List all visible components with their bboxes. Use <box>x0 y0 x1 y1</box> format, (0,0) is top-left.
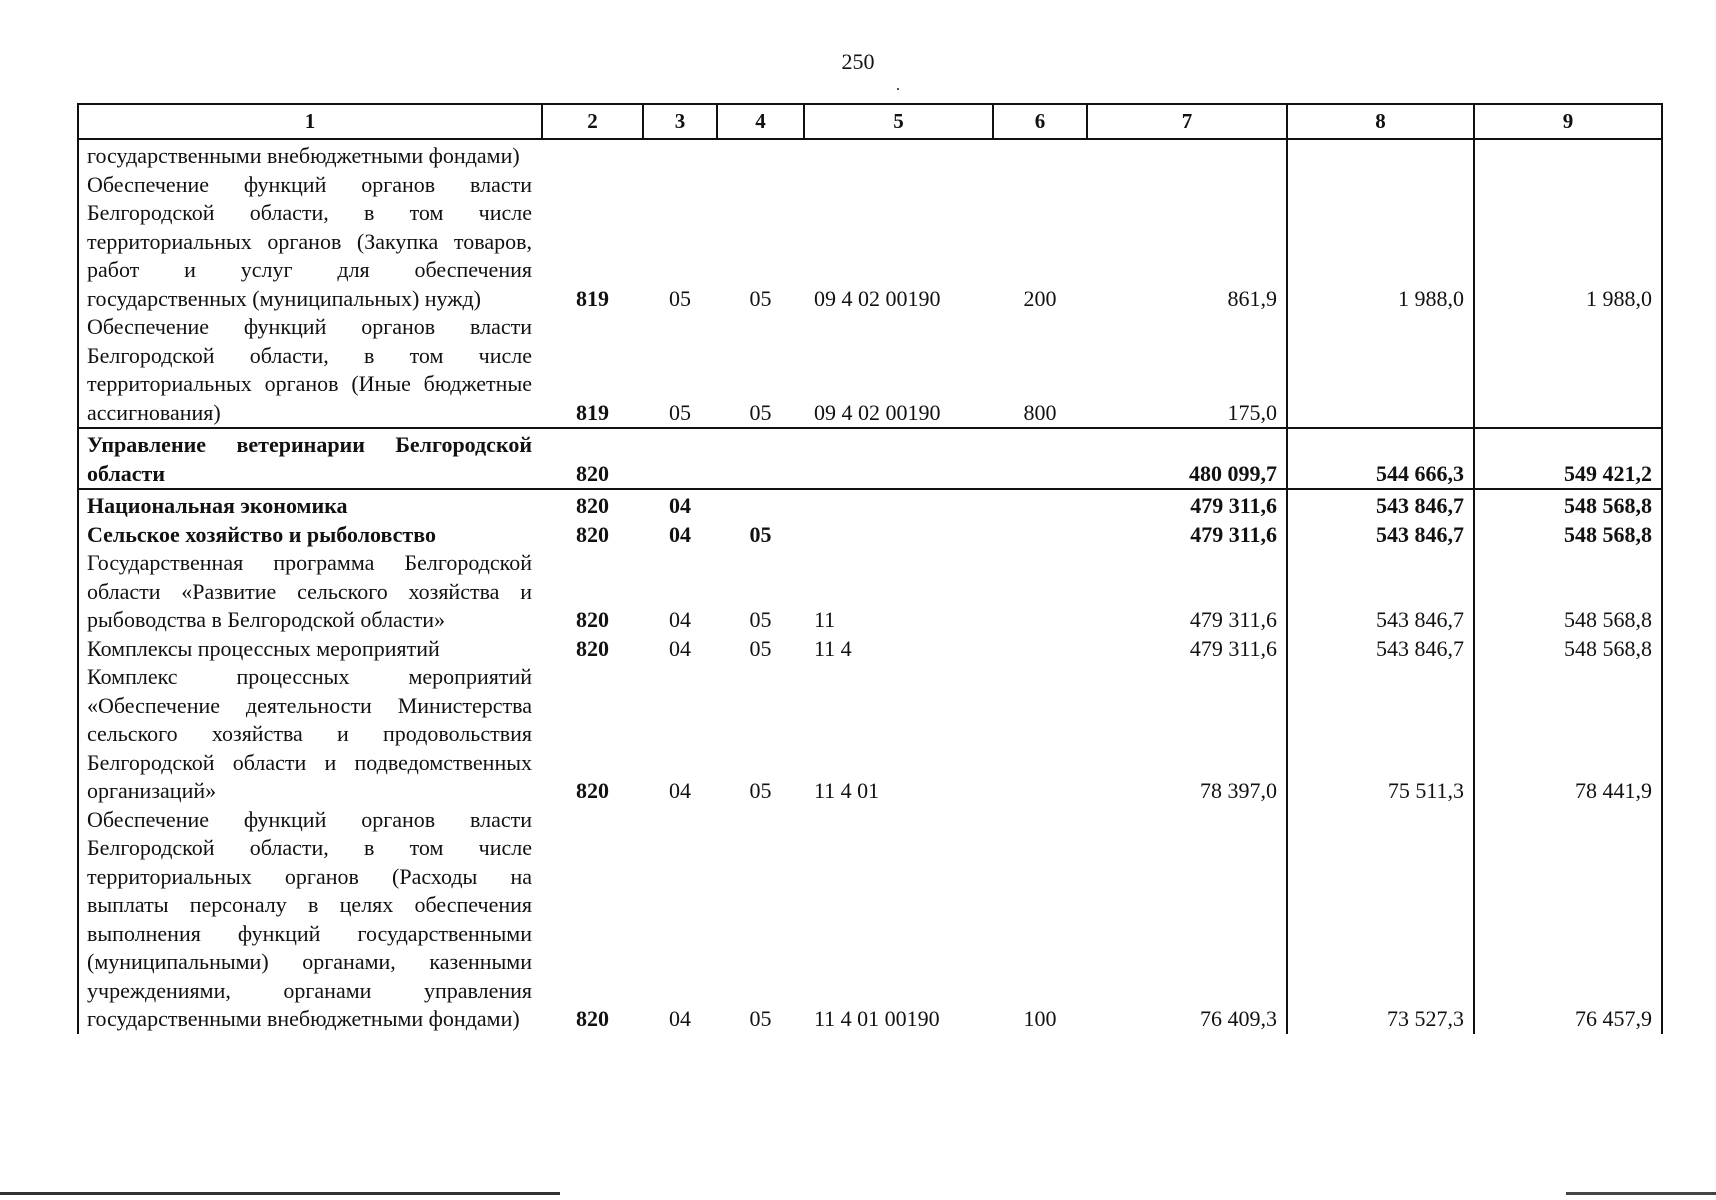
cell-amount-col9: 549 421,2 <box>1474 428 1662 489</box>
header-col-6: 6 <box>993 104 1087 139</box>
cell-amount-col7: 479 311,6 <box>1087 549 1287 635</box>
cell-ministry-code <box>542 139 643 171</box>
budget-table <box>77 103 1663 1034</box>
row-description: Комплекс процессных мероприятий «Обеспечение деятельности Министерства сельского хозяйства и продовольствия Белгородской области и подведомственных организаций» <box>78 663 542 806</box>
cell-target-article: 11 4 <box>814 635 852 661</box>
header-col-8: 8 <box>1287 104 1474 139</box>
cell-amount-col9: 76 457,9 <box>1575 1006 1652 1031</box>
cell-amount-col8: 75 511,3 <box>1287 663 1474 806</box>
cell-section <box>643 139 717 171</box>
cell-amount-col8 <box>1287 313 1474 428</box>
cell-amount-col8: 543 846,7 <box>1287 635 1474 664</box>
cell-subsection: 05 <box>749 607 772 632</box>
table-row <box>78 428 1662 489</box>
cell-ministry-code: 820 <box>576 1006 609 1031</box>
cell-subsection <box>717 139 804 171</box>
cell-section: 05 <box>643 313 717 428</box>
cell-section: 05 <box>669 285 691 311</box>
table-header <box>78 104 1662 139</box>
table-row <box>78 313 1662 428</box>
cell-expense-type: 800 <box>993 313 1087 428</box>
cell-expense-type <box>993 139 1087 171</box>
page-number: 250 <box>841 49 875 74</box>
cell-expense-type <box>993 489 1087 521</box>
cell-ministry-code: 820 <box>576 521 609 547</box>
cell-amount-col7: 78 397,0 <box>1087 663 1287 806</box>
scan-edge-right <box>1566 1192 1716 1195</box>
cell-ministry-code: 820 <box>542 428 643 489</box>
row-description: Обеспечение функций органов власти Белгородской области, в том числе территориальных органов (Закупка товаров, работ и услуг для обеспечения государственных (муниципальных) нужд) <box>78 171 542 314</box>
table-row <box>78 806 1662 1034</box>
cell-ministry-code: 819 <box>576 285 609 311</box>
table-row <box>78 663 1662 806</box>
cell-amount-col7: 175,0 <box>1087 313 1287 428</box>
cell-amount-col8: 544 666,3 <box>1287 428 1474 489</box>
cell-section: 04 <box>669 778 691 803</box>
cell-target-article: 11 4 01 <box>814 778 880 803</box>
row-description: Управление ветеринарии Белгородской области <box>78 428 542 489</box>
table-row <box>78 139 1662 171</box>
cell-amount-col9: 548 568,8 <box>1564 493 1652 518</box>
cell-amount-col7: 861,9 <box>1087 171 1287 314</box>
header-col-9: 9 <box>1474 104 1662 139</box>
table-row <box>78 549 1662 635</box>
cell-subsection: 05 <box>749 778 772 803</box>
cell-target-article <box>804 428 993 489</box>
cell-target-article <box>804 489 993 521</box>
row-description: государственными внебюджетными фондами) <box>78 139 542 171</box>
cell-amount-col7: 479 311,6 <box>1087 489 1287 521</box>
cell-section: 04 <box>669 607 691 632</box>
cell-amount-col9 <box>1474 139 1662 171</box>
cell-expense-type: 100 <box>1023 1006 1057 1031</box>
scan-edge-left <box>0 1192 560 1195</box>
cell-section: 04 <box>669 635 691 661</box>
cell-subsection: 05 <box>717 313 804 428</box>
cell-amount-col8: 73 527,3 <box>1287 806 1474 1034</box>
row-description: Национальная экономика <box>78 489 542 521</box>
cell-target-article <box>804 139 993 171</box>
header-col-2: 2 <box>542 104 643 139</box>
row-description: Сельское хозяйство и рыболовство <box>78 521 542 550</box>
cell-amount-col9: 1 988,0 <box>1586 285 1652 311</box>
cell-section: 04 <box>669 493 691 518</box>
cell-ministry-code: 819 <box>542 313 643 428</box>
cell-expense-type <box>993 428 1087 489</box>
cell-section: 04 <box>669 1006 691 1031</box>
cell-amount-col8: 543 846,7 <box>1287 521 1474 550</box>
cell-subsection: 05 <box>749 521 772 547</box>
cell-subsection <box>717 489 804 521</box>
table-body <box>78 139 1662 1034</box>
cell-target-article: 11 <box>814 607 836 632</box>
cell-ministry-code: 820 <box>576 635 609 661</box>
table-row <box>78 171 1662 314</box>
cell-target-article: 11 4 01 00190 <box>814 1006 940 1031</box>
table-row <box>78 489 1662 521</box>
cell-amount-col7: 480 099,7 <box>1087 428 1287 489</box>
header-row <box>78 104 1662 139</box>
cell-amount-col8 <box>1287 139 1474 171</box>
cell-expense-type <box>993 549 1087 635</box>
row-description: Обеспечение функций органов власти Белгородской области, в том числе территориальных органов (Иные бюджетные ассигнования) <box>78 313 542 428</box>
cell-target-article <box>804 521 993 550</box>
scan-speck <box>897 88 899 90</box>
header-col-5: 5 <box>804 104 993 139</box>
cell-subsection: 05 <box>749 635 772 661</box>
cell-expense-type <box>993 521 1087 550</box>
cell-amount-col8: 543 846,7 <box>1287 489 1474 521</box>
cell-amount-col9: 548 568,8 <box>1564 521 1652 547</box>
header-col-4: 4 <box>717 104 804 139</box>
table-row <box>78 521 1662 550</box>
cell-ministry-code: 820 <box>576 607 609 632</box>
cell-expense-type: 200 <box>1023 285 1057 311</box>
cell-subsection <box>717 428 804 489</box>
cell-subsection: 05 <box>749 285 772 311</box>
header-col-7: 7 <box>1087 104 1287 139</box>
cell-amount-col7: 479 311,6 <box>1087 521 1287 550</box>
cell-amount-col7: 479 311,6 <box>1087 635 1287 664</box>
row-description: Обеспечение функций органов власти Белгородской области, в том числе территориальных органов (Расходы на выплаты персоналу в целях обеспечения выполнения функций государственными (муниципальными) органами, казенными учреждениями, органами управления государственными внебюджетными фондами) <box>78 806 542 1034</box>
cell-amount-col8: 1 988,0 <box>1287 171 1474 314</box>
header-col-1: 1 <box>78 104 542 139</box>
cell-amount-col9: 548 568,8 <box>1564 607 1652 632</box>
cell-amount-col7 <box>1087 139 1287 171</box>
cell-amount-col9: 78 441,9 <box>1575 778 1652 803</box>
cell-expense-type <box>993 663 1087 806</box>
cell-subsection: 05 <box>749 1006 772 1031</box>
cell-section <box>643 428 717 489</box>
row-description: Государственная программа Белгородской области «Развитие сельского хозяйства и рыбоводства в Белгородской области» <box>78 549 542 635</box>
cell-section: 04 <box>669 521 691 547</box>
cell-amount-col9 <box>1474 313 1662 428</box>
cell-amount-col9: 548 568,8 <box>1564 635 1652 661</box>
cell-ministry-code: 820 <box>576 778 609 803</box>
cell-target-article: 09 4 02 00190 <box>814 285 941 311</box>
cell-amount-col8: 543 846,7 <box>1287 549 1474 635</box>
header-col-3: 3 <box>643 104 717 139</box>
cell-amount-col7: 76 409,3 <box>1087 806 1287 1034</box>
table-row <box>78 635 1662 664</box>
row-description: Комплексы процессных мероприятий <box>78 635 542 664</box>
cell-ministry-code: 820 <box>576 493 609 518</box>
cell-expense-type <box>993 635 1087 664</box>
cell-target-article: 09 4 02 00190 <box>804 313 993 428</box>
